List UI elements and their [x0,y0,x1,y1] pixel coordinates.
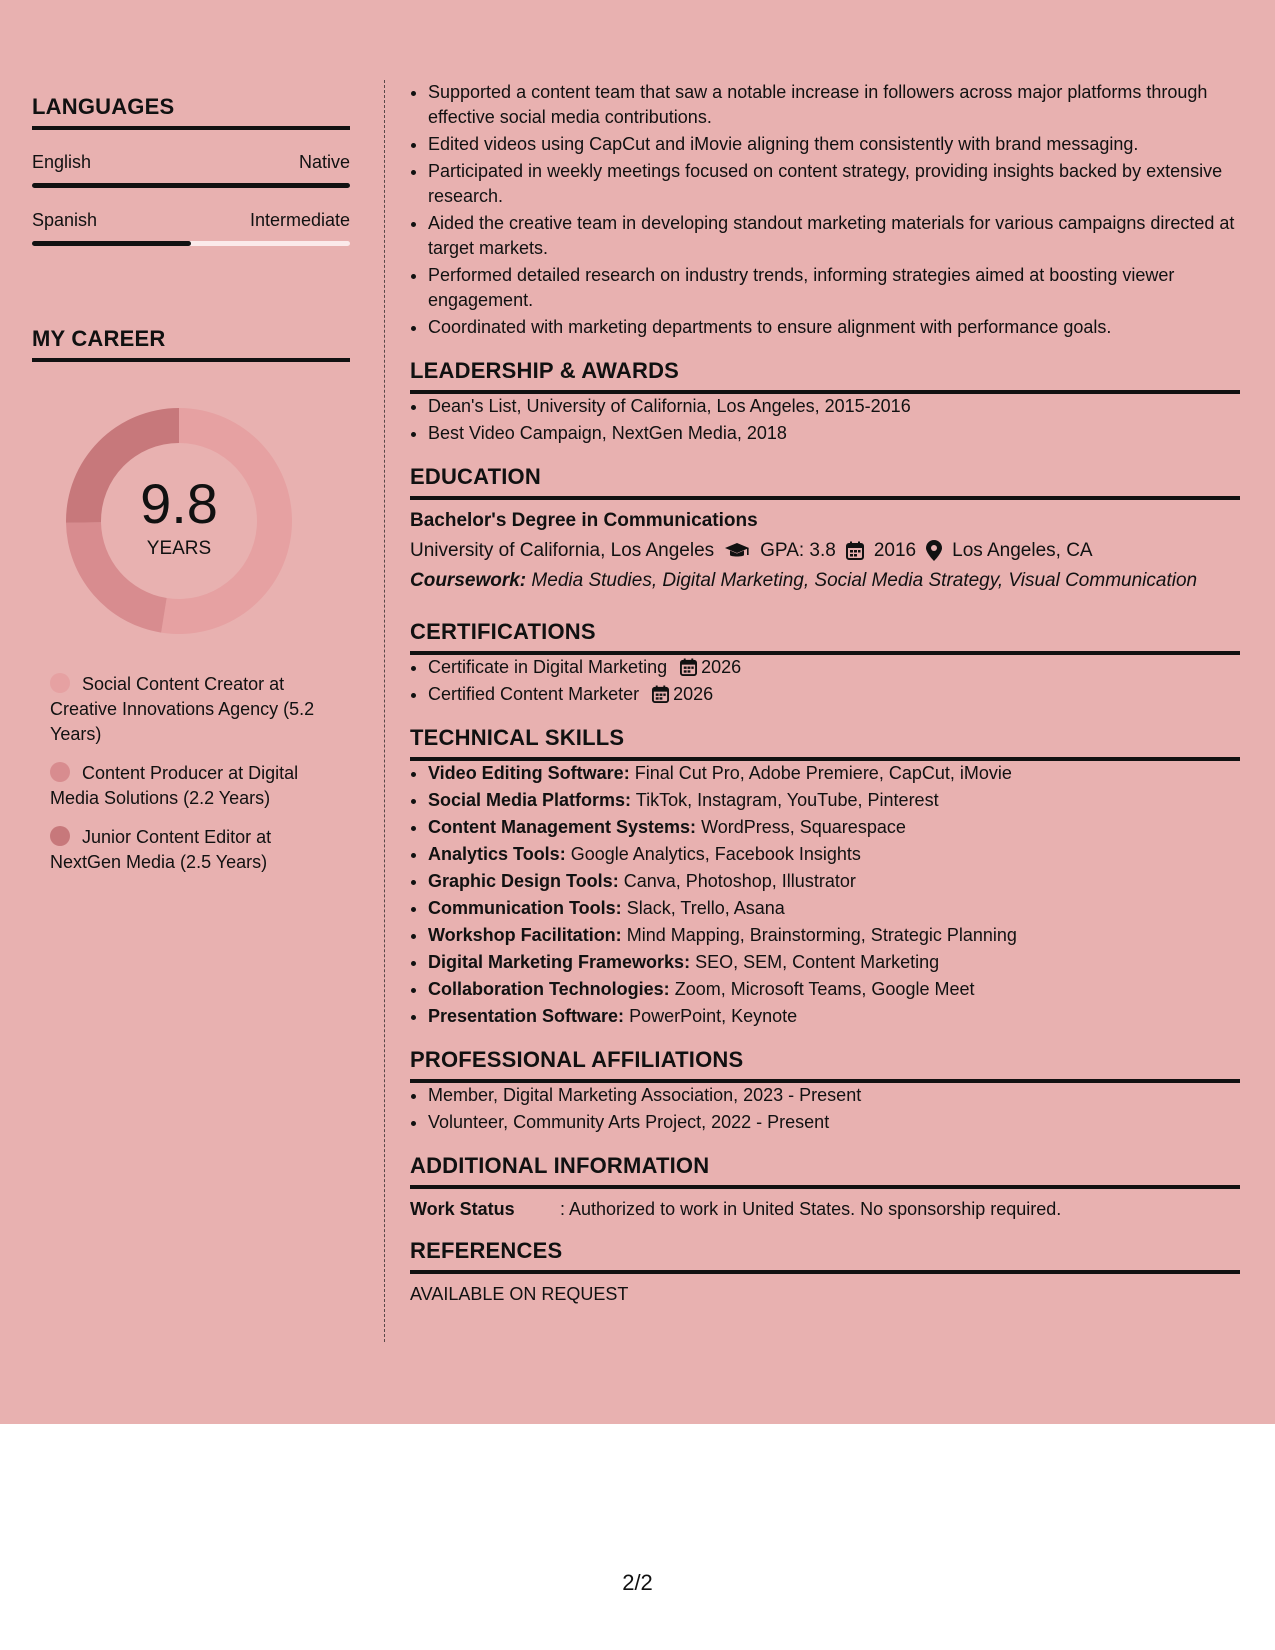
career-legend [32,672,350,875]
work-status-value: : Authorized to work in United States. No sponsorship required. [560,1199,1062,1219]
skill-value: Canva, Photoshop, Illustrator [623,871,856,891]
skill-label: Digital Marketing Frameworks: [428,952,691,972]
leadership-item: • Dean's List, University of California, Los Angeles, 2015-2016 [428,394,1240,419]
work-status [410,1199,1240,1220]
column-divider [384,80,385,1342]
skill-item [428,788,1240,813]
leadership-item: • Best Video Campaign, NextGen Media, 2018 [428,421,1240,446]
certification-name: Certified Content Marketer [428,684,640,704]
language-name: English [32,152,92,172]
sidebar [32,94,350,889]
education-entry [410,510,1240,593]
calendar-icon [846,540,864,562]
experience-bullet: • Aided the creative team in developing standout marketing materials for various campaigns directed at target markets. [428,211,1240,261]
affiliations-list [410,1083,1240,1135]
legend-dot [50,762,70,782]
skill-value: Mind Mapping, Brainstorming, Strategic Planning [626,925,1017,945]
skill-item [428,761,1240,786]
language-item [32,210,350,246]
affiliation-item: • Member, Digital Marketing Association, 2023 - Present [428,1083,1240,1108]
coursework-label: Coursework: [410,570,527,591]
language-proficiency-bar [32,241,350,246]
work-status-label: Work Status [410,1199,515,1219]
career-legend-item [50,825,340,875]
skill-label: Analytics Tools: [428,844,566,864]
career-legend-item [50,761,340,811]
skill-label: Collaboration Technologies: [428,979,670,999]
education-location: Los Angeles, CA [952,540,1093,561]
language-proficiency-bar [32,183,350,188]
skills-list [410,761,1240,1029]
skill-label: Communication Tools: [428,898,622,918]
legend-label: Junior Content Editor at NextGen Media (2.5 Years) [50,827,272,872]
skill-label: Content Management Systems: [428,817,697,837]
skill-item [428,1004,1240,1029]
skill-value: Final Cut Pro, Adobe Premiere, CapCut, iMovie [634,763,1012,783]
skill-value: Google Analytics, Facebook Insights [570,844,861,864]
career-total-years: 9.8 [140,472,218,535]
experience-bullets [410,80,1240,340]
language-name: Spanish [32,210,98,230]
skill-value: WordPress, Squarespace [701,817,906,837]
certifications-list [410,655,1240,707]
language-proficiency-fill [32,241,191,246]
skill-value: TikTok, Instagram, YouTube, Pinterest [635,790,939,810]
skill-item [428,896,1240,921]
legend-label: Social Content Creator at Creative Innovations Agency (5.2 Years) [50,674,315,744]
certification-item [428,682,1240,707]
skill-value: Zoom, Microsoft Teams, Google Meet [674,979,975,999]
career-donut-chart [64,406,294,636]
skill-item [428,869,1240,894]
skills-title: TECHNICAL SKILLS [410,725,1240,761]
experience-bullet: • Participated in weekly meetings focused on content strategy, providing insights backed by extensive research. [428,159,1240,209]
references-title: REFERENCES [410,1238,1240,1274]
language-item [32,152,350,188]
language-level: Intermediate [249,210,350,230]
page-number: 2/2 [622,1570,653,1595]
references-text: AVAILABLE ON REQUEST [410,1284,629,1304]
skill-label: Presentation Software: [428,1006,625,1026]
career-unit: YEARS [146,538,212,559]
affiliations-title: PROFESSIONAL AFFILIATIONS [410,1047,1240,1083]
certification-year: 2026 [701,657,742,677]
legend-dot [50,826,70,846]
language-level: Native [298,152,350,172]
experience-bullet: • Performed detailed research on industry trends, informing strategies aimed at boosting viewer engagement. [428,263,1240,313]
legend-label: Content Producer at Digital Media Solutions (2.2 Years) [50,763,299,808]
skill-label: Social Media Platforms: [428,790,632,810]
leadership-list [410,394,1240,446]
skill-label: Video Editing Software: [428,763,630,783]
certifications-title: CERTIFICATIONS [410,619,1240,655]
legend-dot [50,673,70,693]
skill-label: Graphic Design Tools: [428,871,619,891]
skill-item [428,815,1240,840]
location-pin-icon [926,540,942,562]
education-title: EDUCATION [410,464,1240,500]
experience-bullet: • Coordinated with marketing departments to ensure alignment with performance goals. [428,315,1240,340]
skill-item [428,842,1240,867]
gpa: GPA: 3.8 [760,540,836,561]
main-column [410,80,1240,1305]
calendar-icon [652,685,669,703]
certification-name: Certificate in Digital Marketing [428,657,668,677]
skill-label: Workshop Facilitation: [428,925,622,945]
skill-value: Slack, Trello, Asana [626,898,785,918]
skill-value: PowerPoint, Keynote [629,1006,798,1026]
skill-value: SEO, SEM, Content Marketing [695,952,940,972]
additional-title: ADDITIONAL INFORMATION [410,1153,1240,1189]
certification-item [428,655,1240,680]
experience-bullet: • Edited videos using CapCut and iMovie aligning them consistently with brand messaging. [428,132,1240,157]
calendar-icon [680,658,697,676]
leadership-title: LEADERSHIP & AWARDS [410,358,1240,394]
certification-year: 2026 [673,684,714,704]
career-title: MY CAREER [32,326,350,362]
affiliation-item: • Volunteer, Community Arts Project, 2022 - Present [428,1110,1240,1135]
experience-bullet: • Supported a content team that saw a notable increase in followers across major platforms through effective social media contributions. [428,80,1240,130]
school: University of California, Los Angeles [410,540,715,561]
skill-item [428,923,1240,948]
languages-title: LANGUAGES [32,94,350,130]
career-legend-item [50,672,340,747]
language-proficiency-fill [32,183,350,188]
degree: Bachelor's Degree in Communications [410,510,758,531]
skill-item [428,950,1240,975]
coursework [410,568,1240,593]
coursework-value: Media Studies, Digital Marketing, Social Media Strategy, Visual Communication [531,570,1198,591]
graduation-cap-icon [724,540,750,562]
graduation-year: 2016 [873,540,917,561]
skill-item [428,977,1240,1002]
